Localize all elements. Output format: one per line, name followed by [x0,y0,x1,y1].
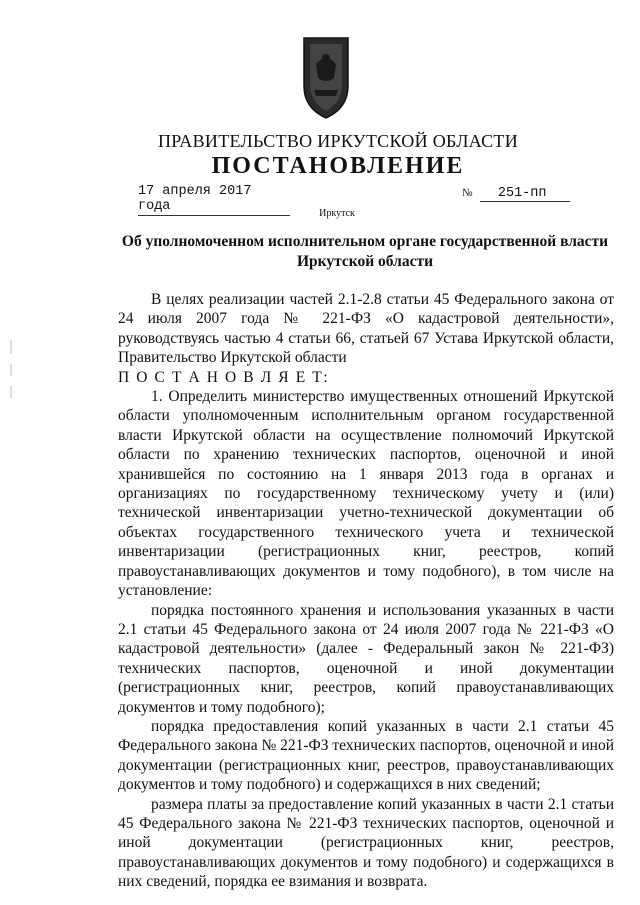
scan-margin-marks [8,340,14,400]
document-city: Иркутск [319,208,355,219]
sub-item-1-paragraph: порядка постоянного хранения и использования указанных в части 2.1 статьи 45 Федерального закона от 24 июля 2007 года № 221-ФЗ «О кадастровой деятельности» (далее - Федеральный закон № 221-ФЗ) технических паспортов, оценочной и иной документации (регистрационных книг, реестров, копий правоустанавливающих документов и тому подобного); [118,601,614,716]
document-date: 17 апреля 2017 года [138,184,290,216]
document-body [118,290,614,892]
document-type: ПОСТАНОВЛЕНИЕ [211,153,465,179]
title-line-1: Об уполномоченном исполнительном органе государственной власти [121,233,609,250]
title-line-2: Иркутской области [296,253,434,270]
sub-item-2-paragraph: порядка предоставления копий указанных в части 2.1 статьи 45 Федерального закона № 221-ФЗ технических паспортов, оценочной и иной документации (регистрационных книг, реестров, правоустанавливающих документов и тому подобного) и содержащихся в них сведений; [118,717,614,794]
sub-item-3-paragraph: размера платы за предоставление копий указанных в части 2.1 статьи 45 Федерального закона № 221-ФЗ технических паспортов, оценочной и иной документации (регистрационных книг, реестров, правоустанавливающих документов и тому подобного) и содержащихся в них сведений, порядка ее взимания и возврата. [118,795,614,891]
number-sign: № [462,187,473,199]
item-1-paragraph: 1. Определить министерство имущественных отношений Иркутской области уполномоченным исполнительным органом государственной власти Иркутской области на осуществление полномочий Иркутской области по хранению технических паспортов, оценочной и иной хранившейся по состоянию на 1 января 2013 года в органах и организациях по государственному техническому учету и (или) технической инвентаризации учетно-технической документации об объектах государственного технического учета и технической инвентаризации (регистрационных книг, реестров, копий правоустанавливающих документов и тому подобного), в том числе на установление: [118,388,614,600]
document-number-block [462,184,570,202]
coat-of-arms-emblem [296,34,356,120]
intro-paragraph: В целях реализации частей 2.1-2.8 статьи 45 Федерального закона от 24 июля 2007 года № 221-ФЗ «О кадастровой деятельности», руководствуясь частью 4 статьи 66, статьей 67 Устава Иркутской области, Правительство Иркутской области [118,291,614,367]
document-title [118,232,612,272]
resolves-heading: П О С Т А Н О В Л Я Е Т: [118,368,330,386]
document-number: 251-пп [480,186,570,202]
organization-name: ПРАВИТЕЛЬСТВО ИРКУТСКОЙ ОБЛАСТИ [157,131,519,151]
